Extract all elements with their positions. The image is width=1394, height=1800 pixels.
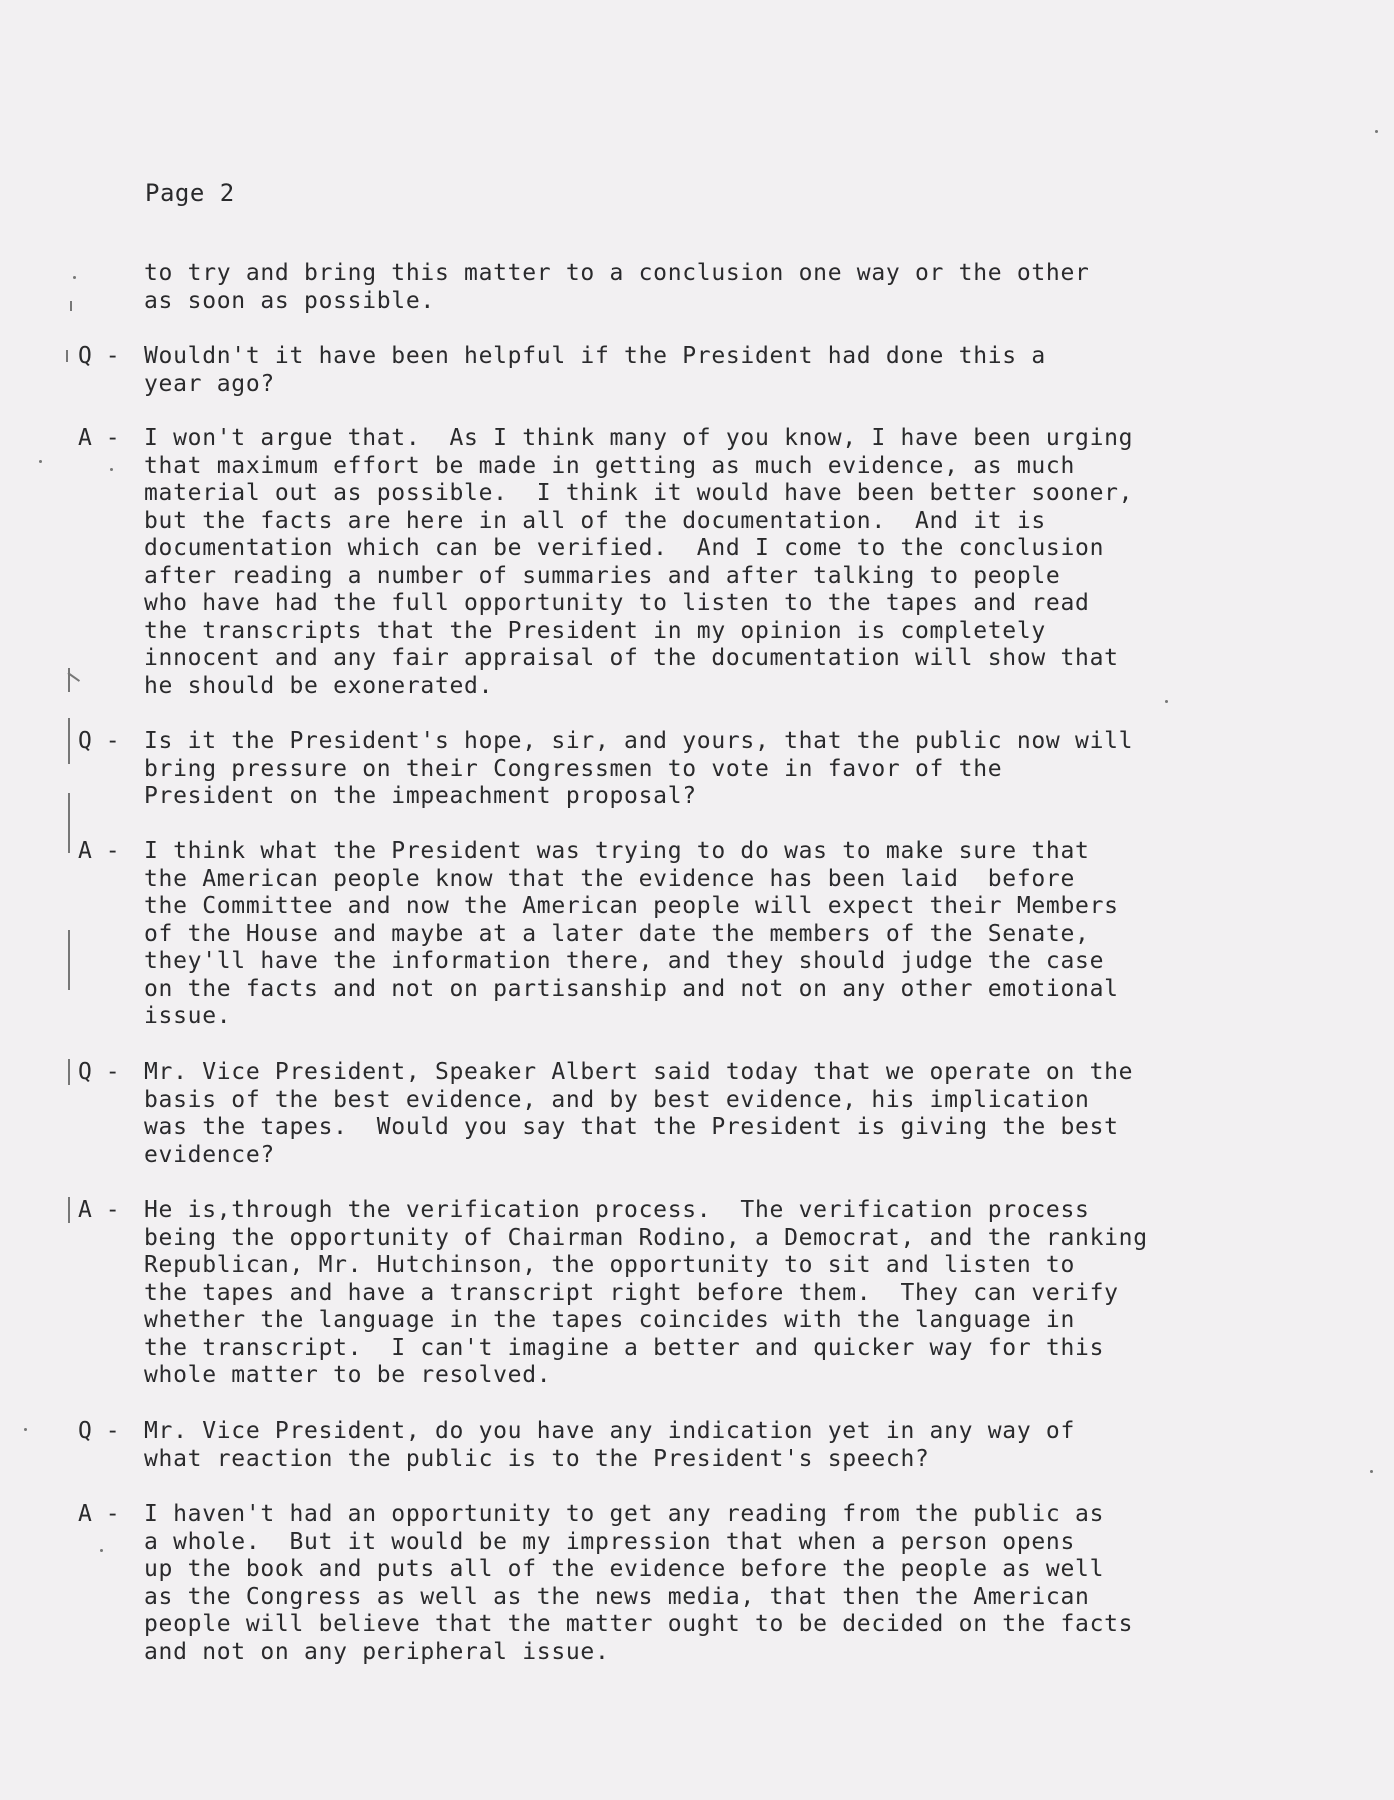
paragraph-lines: [144, 425, 1384, 700]
margin-dot: [100, 1549, 103, 1552]
text-line: I think what the President was trying to do was to make sure that: [144, 838, 1090, 864]
text-line: evidence?: [144, 1141, 275, 1168]
margin-tick: [68, 930, 70, 990]
paragraph-lines: [144, 838, 1384, 1031]
margin-tick: [70, 301, 72, 311]
speaker-label: Q -: [78, 728, 120, 754]
text-line: I won't argue that. As I think many of you know, I have been urging: [144, 425, 1134, 451]
paragraph-lines: [144, 1197, 1384, 1390]
text-line: but the facts are here in all of the documentation. And it is: [144, 507, 1046, 534]
paragraph-lines: [144, 260, 1384, 315]
speaker-label: A -: [78, 838, 120, 864]
text-line: who have had the full opportunity to listen to the tapes and read: [144, 590, 1090, 616]
text-line: and not on any peripheral issue.: [144, 1638, 610, 1665]
margin-tick: [68, 1059, 70, 1085]
speaker-label: A -: [78, 1501, 120, 1527]
speaker-label: A -: [78, 425, 120, 451]
text-line: President on the impeachment proposal?: [144, 783, 697, 809]
text-line: up the book and puts all of the evidence before the people as well: [144, 1556, 1105, 1582]
paragraph-lines: [144, 1418, 1384, 1473]
text-line: Mr. Vice President, do you have any indication yet in any way of: [144, 1418, 1076, 1444]
text-line: Mr. Vice President, Speaker Albert said today that we operate on the: [144, 1059, 1134, 1085]
text-line: the transcripts that the President in my opinion is completely: [144, 617, 1046, 644]
page-header: Page 2: [145, 179, 235, 207]
text-line: the Committee and now the American people will expect their Members: [144, 893, 1119, 919]
text-line: whether the language in the tapes coincides with the language in: [144, 1307, 1076, 1333]
text-line: the American people know that the evidence has been laid before: [144, 865, 1076, 892]
margin-tick: [68, 793, 70, 853]
text-line: issue.: [144, 1003, 232, 1029]
margin-tick: [68, 718, 70, 764]
text-line: the tapes and have a transcript right before them. They can verify: [144, 1279, 1119, 1306]
text-line: documentation which can be verified. And I come to the conclusion: [144, 535, 1105, 561]
text-line: innocent and any fair appraisal of the documentation will show that: [144, 645, 1119, 671]
margin-dot: [39, 460, 42, 463]
margin-dot: [1370, 1470, 1373, 1473]
text-line: year ago?: [144, 370, 275, 397]
text-line: bring pressure on their Congressmen to vote in favor of the: [144, 755, 1003, 782]
text-line: on the facts and not on partisanship and not on any other emotional: [144, 975, 1119, 1002]
margin-dot: [24, 1428, 27, 1431]
text-line: of the House and maybe at a later date the members of the Senate,: [144, 920, 1090, 947]
text-line: Republican, Mr. Hutchinson, the opportunity to sit and listen to: [144, 1252, 1076, 1278]
speaker-label: Q -: [78, 1059, 120, 1085]
text-line: he should be exonerated.: [144, 672, 494, 699]
text-line: material out as possible. I think it would have been better sooner,: [144, 480, 1134, 506]
margin-dot: [1375, 130, 1378, 133]
text-line: to try and bring this matter to a conclusion one way or the other: [144, 260, 1090, 286]
margin-tick: [68, 1197, 70, 1223]
paragraph-lines: [144, 728, 1384, 811]
text-line: whole matter to be resolved.: [144, 1362, 552, 1388]
margin-dot: [73, 276, 76, 279]
text-line: Wouldn't it have been helpful if the President had done this a: [144, 343, 1046, 369]
text-line: that maximum effort be made in getting as much evidence, as much: [144, 452, 1076, 479]
text-line: people will believe that the matter ought to be decided on the facts: [144, 1611, 1134, 1637]
text-line: I haven't had an opportunity to get any reading from the public as: [144, 1501, 1105, 1527]
text-line: the transcript. I can't imagine a better and quicker way for this: [144, 1334, 1105, 1361]
text-line: He is,through the verification process. The verification process: [144, 1197, 1090, 1223]
paragraph-lines: [144, 343, 1384, 398]
text-line: after reading a number of summaries and after talking to people: [144, 562, 1061, 589]
text-line: being the opportunity of Chairman Rodino, a Democrat, and the ranking: [144, 1224, 1148, 1251]
text-line: as soon as possible.: [144, 287, 435, 314]
margin-tick: [66, 350, 68, 362]
text-line: was the tapes. Would you say that the President is giving the best: [144, 1114, 1119, 1140]
speaker-label: Q -: [78, 1418, 120, 1444]
text-line: a whole. But it would be my impression that when a person opens: [144, 1528, 1076, 1555]
text-line: they'll have the information there, and they should judge the case: [144, 948, 1105, 974]
paragraph-lines: [144, 1059, 1384, 1169]
text-line: as the Congress as well as the news media, that then the American: [144, 1583, 1090, 1610]
margin-dot: [110, 468, 113, 471]
paragraph-lines: [144, 1501, 1384, 1666]
speaker-label: A -: [78, 1197, 120, 1223]
text-line: what reaction the public is to the President's speech?: [144, 1445, 930, 1472]
text-line: basis of the best evidence, and by best evidence, his implication: [144, 1086, 1090, 1113]
margin-dot: [1165, 700, 1168, 703]
text-line: Is it the President's hope, sir, and yours, that the public now will: [144, 728, 1134, 754]
speaker-label: Q -: [78, 343, 120, 369]
